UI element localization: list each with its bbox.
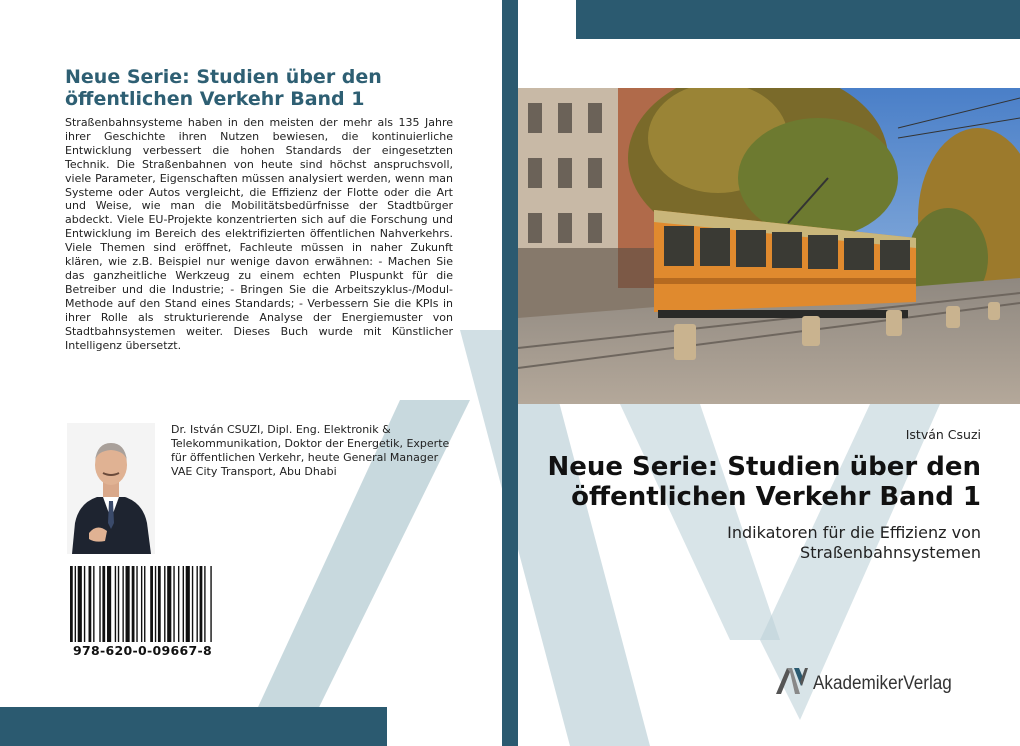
author-photo bbox=[67, 423, 155, 554]
front-cover-top-bar bbox=[576, 0, 1020, 39]
author-bio: Dr. István CSUZI, Dipl. Eng. Elektronik & Telekommunikation, Doktor der Energetik, Experte für öffentlichen Verkehr, heute General Manager VAE City Transport, Abu Dhabi bbox=[171, 423, 450, 478]
publisher-brand bbox=[776, 668, 976, 698]
publisher-name: AkademikerVerlag bbox=[813, 673, 952, 694]
av-logo-icon bbox=[776, 668, 808, 694]
barcode-icon bbox=[70, 566, 215, 642]
back-cover-bottom-bar bbox=[0, 707, 387, 746]
front-cover-subtitle: Indikatoren für die Effizienz von Straßenbahnsystemen bbox=[727, 523, 981, 562]
isbn-number: 978-620-0-09667-8 bbox=[73, 643, 212, 658]
front-cover-title: Neue Serie: Studien über den öffentlichen Verkehr Band 1 bbox=[547, 452, 981, 512]
back-cover-blurb: Straßenbahnsysteme haben in den meisten der mehr als 135 Jahre ihrer Geschichte ihren Nutzen bewiesen, die kontinuierliche Entwicklung verbessert die hohen Standards der eingesetzten Technik. Die Straßenbahnen von heute sind höchst anspruchsvoll, viele Parameter, Eigenschaften müssen analysiert werden, wenn man Systeme oder Autos vergleicht, die Effizienz der Flotte oder die Art und Weise, wie man die Mobilitätsbedürfnisse der Stadtbürger abdeckt. Viele EU-Projekte konzentrierten sich auf die Forschung und Entwicklung im Bereich des elektrifizierten öffentlichen Nahverkehrs. Viele Themen sind eröffnet, Fachleute müssen in naher Zukunft klären, wie z.B. Beispiel nur wenige davon erwähnen: - Machen Sie das ganzheitliche Werkzeug zu einem echten Pluspunkt für die Betreiber und die Industrie; - Bringen Sie die Arbeitszyklus-/Modul-Methode auf den Stand eines Standards; - Verbessern Sie die KPIs in ihrer Rolle als strukturierende Analyse der Energiemuster von Stadtbahnsystemen weiter. Dieses Buch wurde mit Künstlicher Intelligenz übersetzt. bbox=[65, 116, 453, 352]
front-cover-author: István Csuzi bbox=[905, 427, 981, 442]
cover-photo-tram bbox=[518, 88, 1020, 404]
book-spine bbox=[502, 0, 518, 746]
back-cover-title: Neue Serie: Studien über den öffentlichen Verkehr Band 1 bbox=[65, 66, 382, 110]
